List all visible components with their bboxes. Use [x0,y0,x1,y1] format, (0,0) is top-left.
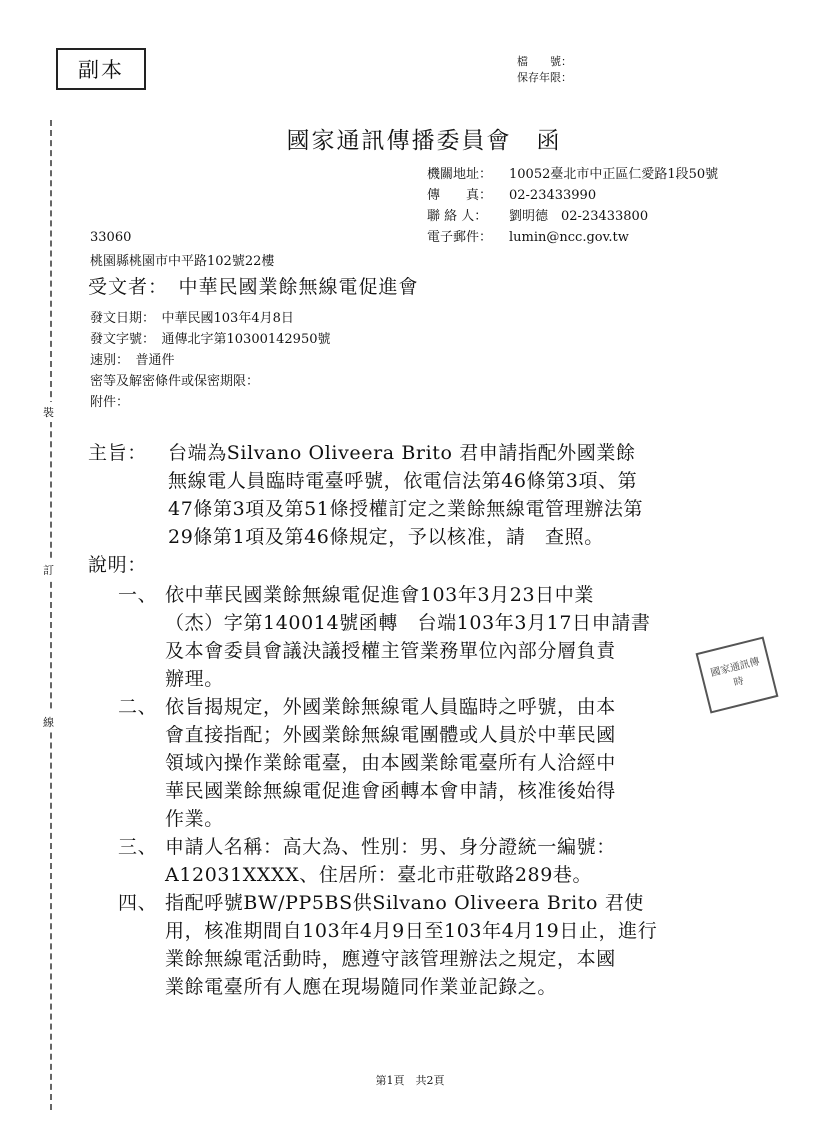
subject-line: 47條第3項及第51條授權訂定之業餘無線電管理辦法第 [168,498,644,520]
item-number: 三、 [118,836,158,858]
address-row [427,164,718,185]
copy-label: 副本 [78,58,124,82]
subject-line: 台端為Silvano Oliveera Brito 君申請指配外國業餘 [168,442,636,464]
subject-line: 無線電人員臨時電臺呼號，依電信法第46條第3項、第 [168,470,638,492]
item-number: 一、 [118,584,158,606]
email-label: 電子郵件： [427,230,493,245]
address-label: 機關地址： [427,167,493,182]
item-line: 依旨揭規定，外國業餘無線電人員臨時之呼號，由本 [165,696,616,718]
contact-person-value: 劉明德 02-23433800 [509,209,649,224]
subject-line: 29條第1項及第46條規定，予以核准，請 查照。 [168,526,604,548]
file-meta [517,54,572,86]
contact-person-row [427,206,718,227]
document-info [90,308,330,413]
stamp-text: 時 [732,675,745,689]
item-line: 辦理。 [165,668,224,690]
speed-class: 速別： 普通件 [90,353,175,368]
binding-char-xian: 線 [43,712,54,732]
binding-char-zhuang: 裝 [43,402,54,422]
document-title: 國家通訊傳播委員會 函 [286,128,562,154]
copy-label-box [56,48,146,90]
item-line: 業餘無線電活動時，應遵守該管理辦法之規定，本國 [165,948,616,970]
recipient: 受文者： 中華民國業餘無線電促進會 [88,276,419,298]
item-line: 領域內操作業餘電臺，由本國業餘電臺所有人洽經中 [165,752,616,774]
item-line: 用，核准期間自103年4月9日至103年4月19日止，進行 [165,920,658,942]
item-line: 依中華民國業餘無線電促進會103年3月23日中業 [165,584,594,606]
description-label: 說明： [88,554,147,576]
item-number: 四、 [118,892,158,914]
attachment: 附件： [90,395,130,410]
page-number: 第1頁 共2頁 [375,1074,445,1087]
email-row [427,227,718,248]
subject-label: 主旨： [88,442,147,464]
secrecy-level: 密等及解密條件或保密期限： [90,374,260,389]
binding-dashed-line [50,120,52,1110]
item-line: 華民國業餘無線電促進會函轉本會申請，核准後始得 [165,780,616,802]
fax-value: 02-23433990 [509,188,597,203]
item-line: 及本會委員會議決議授權主管業務單位內部分層負責 [165,640,616,662]
postal-code: 33060 [90,230,132,245]
item-line: 業餘電臺所有人應在現場隨同作業並記錄之。 [165,976,558,998]
binding-char-ding: 訂 [43,560,54,580]
contact-block [427,164,718,248]
item-line: 作業。 [165,808,224,830]
item-line: A12031XXXX、住居所：臺北市莊敬路289巷。 [165,864,593,886]
mailing-address: 桃園縣桃園市中平路102號22樓 [90,254,275,269]
official-stamp [696,636,779,713]
retention-label: 保存年限： [517,71,572,84]
document-number: 發文字號： 通傳北字第10300142950號 [90,332,331,347]
issue-date: 發文日期： 中華民國103年4月8日 [90,311,294,326]
item-line: 申請人名稱：高大為、性別：男、身分證統一編號： [165,836,616,858]
email-value: lumin@ncc.gov.tw [509,230,629,245]
stamp-text: 國家通訊傳 [709,656,761,680]
item-line: （杰）字第140014號函轉 台端103年3月17日申請書 [165,612,651,634]
file-no-label: 檔 號： [517,55,572,68]
address-value: 10052臺北市中正區仁愛路1段50號 [509,167,719,182]
item-line: 會直接指配；外國業餘無線電團體或人員於中華民國 [165,724,616,746]
item-line: 指配呼號BW/PP5BS供Silvano Oliveera Brito 君使 [165,892,644,914]
contact-person-label: 聯 絡 人： [427,209,488,224]
fax-row [427,185,718,206]
item-number: 二、 [118,696,158,718]
fax-label: 傳 真： [427,188,493,203]
